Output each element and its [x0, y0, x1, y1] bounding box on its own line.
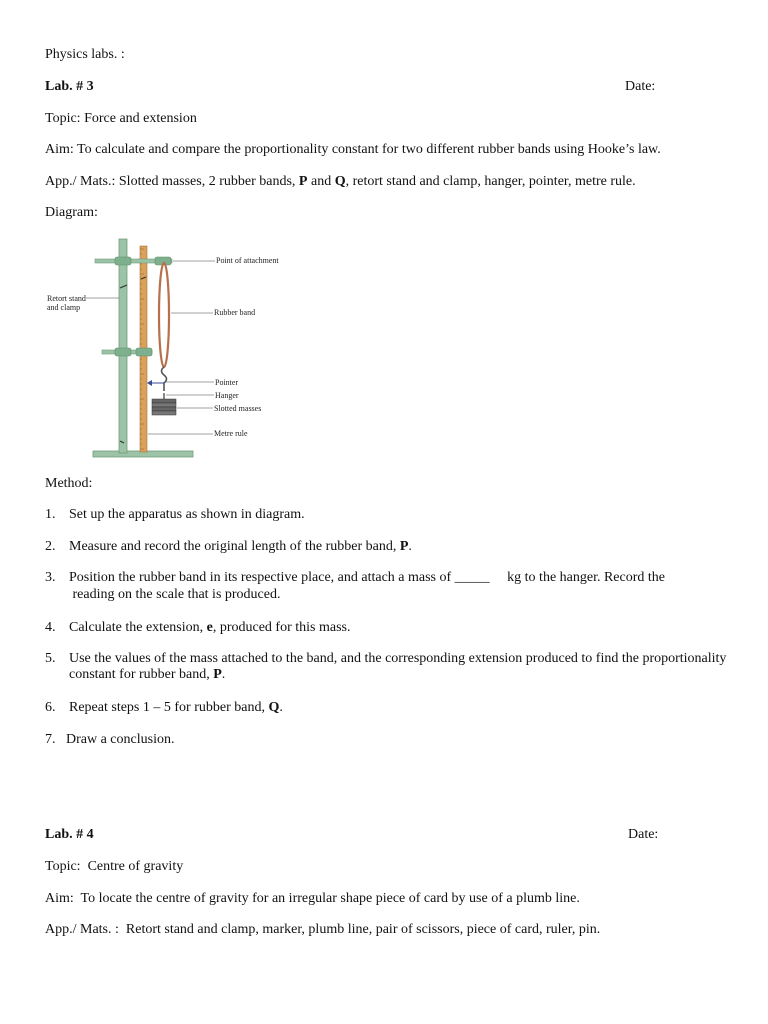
- label-retort-stand-1: Retort stand: [47, 294, 86, 303]
- label-point-of-attachment: Point of attachment: [216, 256, 279, 265]
- apparatus-prefix: App./ Mats.: Slotted masses, 2 rubber bands,: [45, 174, 299, 189]
- method-label: Method:: [45, 476, 93, 491]
- retort-rod: [119, 239, 127, 453]
- label-metre-rule: Metre rule: [214, 429, 248, 438]
- label-retort-stand-2: and clamp: [47, 303, 81, 312]
- lab3-title: Lab. # 3: [45, 79, 94, 94]
- label-slotted-masses: Slotted masses: [214, 404, 262, 413]
- label-hanger: Hanger: [215, 391, 239, 400]
- hookes-law-diagram: [40, 235, 300, 465]
- lab3-date-label: Date:: [625, 79, 656, 94]
- rubber-band: [159, 263, 169, 367]
- slotted-masses: [152, 393, 176, 415]
- lab3-apparatus: [45, 173, 636, 190]
- step-text-line2: constant for rubber band, P.: [69, 667, 226, 682]
- step-number: 2.: [45, 539, 56, 554]
- step-number: 1.: [45, 507, 56, 522]
- lab4-title: Lab. # 4: [45, 827, 94, 842]
- step-text-line1: Position the rubber band in its respective place, and attach a mass of _____ kg to the hanger. Record the: [69, 570, 666, 585]
- band-p: P: [298, 174, 308, 189]
- label-rubber-band: Rubber band: [214, 308, 256, 317]
- step-text: Repeat steps 1 – 5 for rubber band, Q.: [69, 700, 283, 715]
- lab4-aim: Aim: To locate the centre of gravity for an irregular shape piece of card by use of a plumb line.: [45, 891, 580, 906]
- hanger-hook: [162, 367, 167, 391]
- lower-clamp-boss: [115, 348, 131, 356]
- lab3-aim: Aim: To calculate and compare the proportionality constant for two different rubber bands using Hooke’s law.: [45, 142, 661, 157]
- apparatus-and: and: [307, 174, 335, 189]
- step-text-line1: Use the values of the mass attached to the band, and the corresponding extension produced to find the proportionality: [69, 651, 727, 666]
- step-text: Measure and record the original length of the rubber band, P.: [69, 539, 412, 554]
- step-number: 6.: [45, 700, 56, 715]
- page-header: Physics labs. :: [45, 47, 125, 62]
- step-text: Draw a conclusion.: [66, 732, 175, 747]
- lab4-topic: Topic: Centre of gravity: [45, 859, 184, 874]
- step-number: 3.: [45, 570, 56, 585]
- lab4-apparatus: App./ Mats. : Retort stand and clamp, marker, plumb line, pair of scissors, piece of card, ruler, pin.: [45, 922, 601, 937]
- step-text: Calculate the extension, e, produced for this mass.: [69, 620, 351, 635]
- top-clamp-boss: [115, 257, 131, 265]
- lab3-topic: Topic: Force and extension: [45, 111, 197, 126]
- apparatus-suffix: , retort stand and clamp, hanger, pointer, metre rule.: [345, 174, 636, 189]
- band-q: Q: [334, 174, 346, 189]
- label-pointer: Pointer: [215, 378, 239, 387]
- step-number: 5.: [45, 651, 56, 666]
- lab4-date-label: Date:: [628, 827, 659, 842]
- step-number: 7.: [45, 732, 56, 747]
- step-number: 4.: [45, 620, 56, 635]
- lower-clamp-jaw: [136, 348, 152, 356]
- step-text-line2: reading on the scale that is produced.: [69, 587, 281, 602]
- step-text: Set up the apparatus as shown in diagram.: [69, 507, 305, 522]
- diagram-label: Diagram:: [45, 205, 98, 220]
